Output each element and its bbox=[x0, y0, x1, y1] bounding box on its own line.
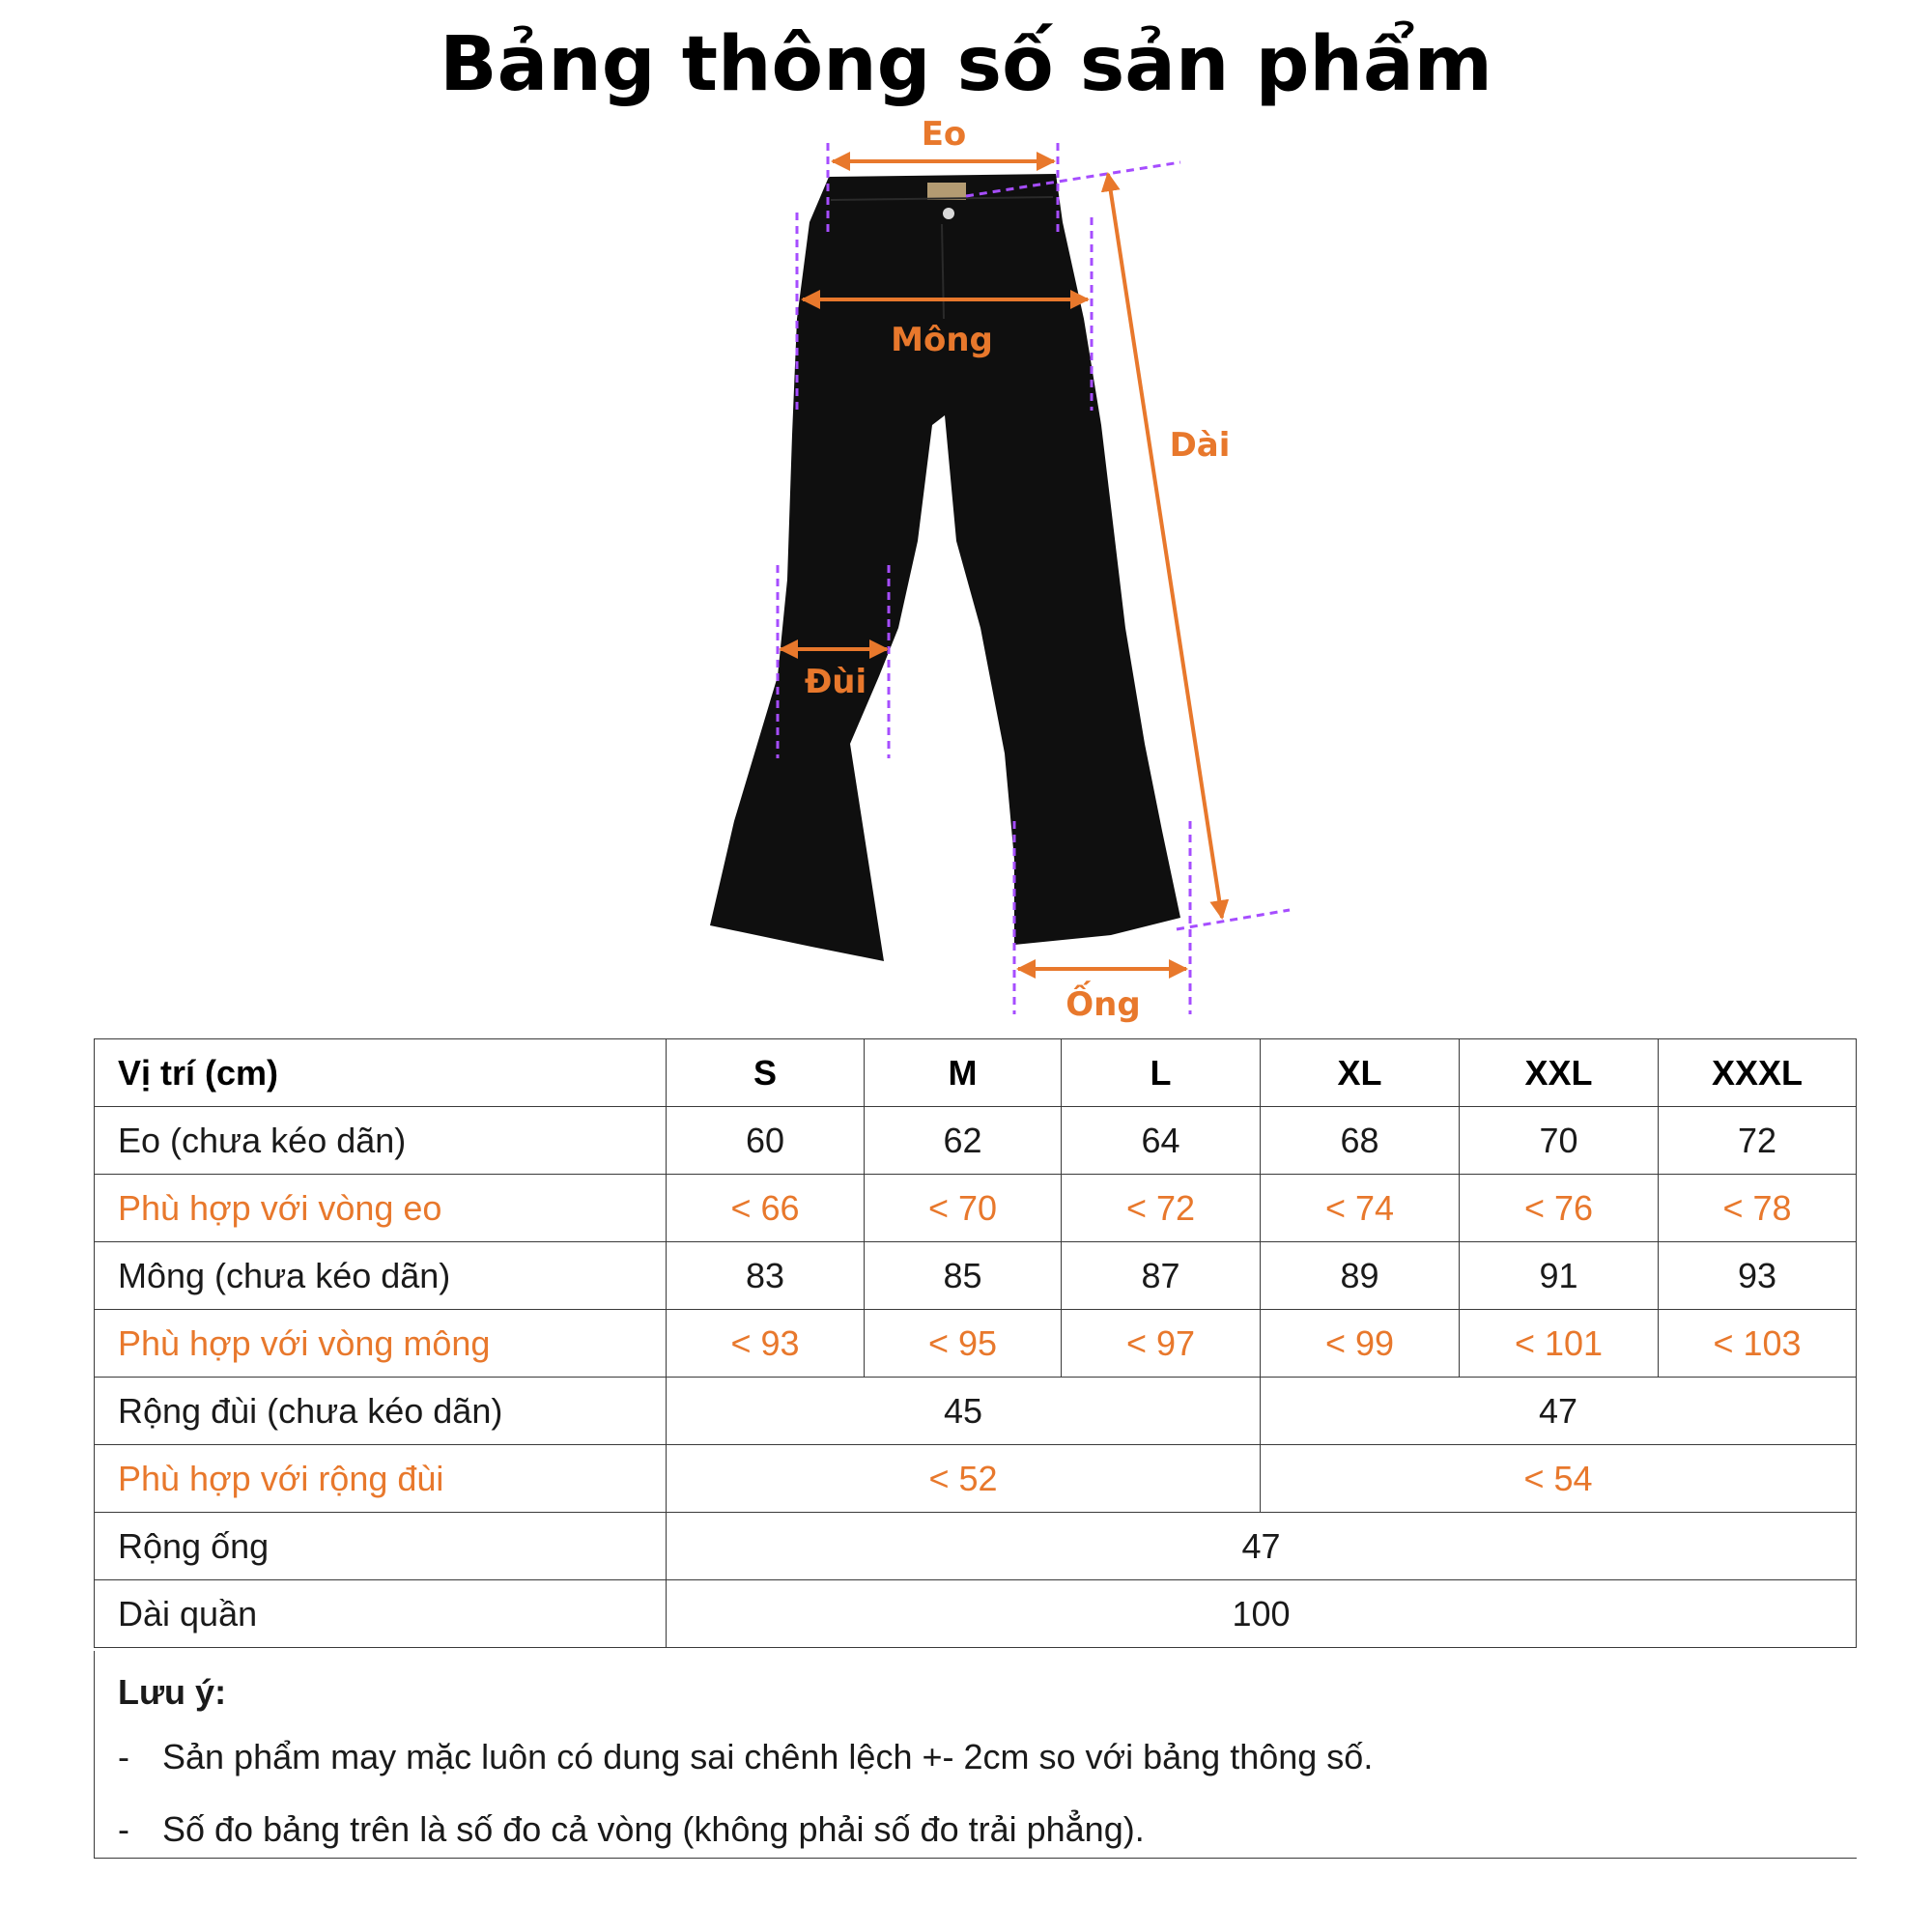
table-cell: < 97 bbox=[1062, 1310, 1261, 1378]
header-position: Vị trí (cm) bbox=[95, 1039, 667, 1107]
row-label: Phù hợp với vòng eo bbox=[95, 1175, 667, 1242]
row-label: Rộng ống bbox=[95, 1513, 667, 1580]
label-hem: Ống bbox=[1065, 985, 1141, 1024]
table-cell: 47 bbox=[667, 1513, 1857, 1580]
label-length: Dài bbox=[1169, 426, 1231, 465]
table-cell: < 52 bbox=[667, 1445, 1261, 1513]
table-row-hem bbox=[95, 1513, 1857, 1580]
table-row-hip bbox=[95, 1242, 1857, 1310]
table-row-hip-fit bbox=[95, 1310, 1857, 1378]
table-cell: 68 bbox=[1261, 1107, 1460, 1175]
table-cell: 45 bbox=[667, 1378, 1261, 1445]
table-cell: < 93 bbox=[667, 1310, 865, 1378]
table-row-thigh-fit bbox=[95, 1445, 1857, 1513]
table-cell: < 54 bbox=[1261, 1445, 1857, 1513]
table-cell: 87 bbox=[1062, 1242, 1261, 1310]
table-cell: < 78 bbox=[1659, 1175, 1857, 1242]
table-cell: < 95 bbox=[865, 1310, 1062, 1378]
table-cell: 100 bbox=[667, 1580, 1857, 1648]
row-label: Phù hợp với vòng mông bbox=[95, 1310, 667, 1378]
header-size-xl: XL bbox=[1261, 1039, 1460, 1107]
header-size-m: M bbox=[865, 1039, 1062, 1107]
waist-button bbox=[943, 208, 954, 219]
header-size-xxl: XXL bbox=[1460, 1039, 1659, 1107]
table-cell: < 101 bbox=[1460, 1310, 1659, 1378]
row-label: Eo (chưa kéo dãn) bbox=[95, 1107, 667, 1175]
table-cell: < 72 bbox=[1062, 1175, 1261, 1242]
label-hip: Mông bbox=[891, 321, 993, 359]
table-row-waist bbox=[95, 1107, 1857, 1175]
note-bullet: - bbox=[118, 1737, 129, 1776]
row-label: Mông (chưa kéo dãn) bbox=[95, 1242, 667, 1310]
size-spec-table bbox=[94, 1038, 1857, 1648]
table-cell: < 74 bbox=[1261, 1175, 1460, 1242]
table-cell: < 103 bbox=[1659, 1310, 1857, 1378]
label-thigh: Đùi bbox=[804, 663, 867, 701]
table-cell: 91 bbox=[1460, 1242, 1659, 1310]
notes-section bbox=[94, 1651, 1857, 1859]
table-cell: < 66 bbox=[667, 1175, 865, 1242]
header-size-xxxl: XXXL bbox=[1659, 1039, 1857, 1107]
table-cell: 62 bbox=[865, 1107, 1062, 1175]
table-cell: < 99 bbox=[1261, 1310, 1460, 1378]
note-item bbox=[118, 1737, 1373, 1777]
table-cell: 85 bbox=[865, 1242, 1062, 1310]
note-item bbox=[118, 1809, 1145, 1850]
table-cell: 93 bbox=[1659, 1242, 1857, 1310]
notes-heading: Lưu ý: bbox=[118, 1672, 227, 1712]
label-waist: Eo bbox=[921, 115, 967, 154]
header-size-s: S bbox=[667, 1039, 865, 1107]
table-cell: < 76 bbox=[1460, 1175, 1659, 1242]
row-label: Phù hợp với rộng đùi bbox=[95, 1445, 667, 1513]
page-title: Bảng thông số sản phẩm bbox=[440, 21, 1492, 108]
note-text: Số đo bảng trên là số đo cả vòng (không phải số đo trải phẳng). bbox=[162, 1809, 1145, 1849]
table-cell: 72 bbox=[1659, 1107, 1857, 1175]
note-text: Sản phẩm may mặc luôn có dung sai chênh lệch +- 2cm so với bảng thông số. bbox=[162, 1737, 1374, 1776]
table-cell: < 70 bbox=[865, 1175, 1062, 1242]
table-row-thigh bbox=[95, 1378, 1857, 1445]
header-size-l: L bbox=[1062, 1039, 1261, 1107]
table-row-length bbox=[95, 1580, 1857, 1648]
row-label: Rộng đùi (chưa kéo dãn) bbox=[95, 1378, 667, 1445]
table-cell: 89 bbox=[1261, 1242, 1460, 1310]
note-bullet: - bbox=[118, 1809, 129, 1849]
table-cell: 64 bbox=[1062, 1107, 1261, 1175]
table-cell: 70 bbox=[1460, 1107, 1659, 1175]
table-cell: 60 bbox=[667, 1107, 865, 1175]
table-cell: 83 bbox=[667, 1242, 865, 1310]
row-label: Dài quần bbox=[95, 1580, 667, 1648]
flare-pants-illustration bbox=[710, 174, 1180, 961]
table-row-waist-fit bbox=[95, 1175, 1857, 1242]
table-cell: 47 bbox=[1261, 1378, 1857, 1445]
table-header-row bbox=[95, 1039, 1857, 1107]
